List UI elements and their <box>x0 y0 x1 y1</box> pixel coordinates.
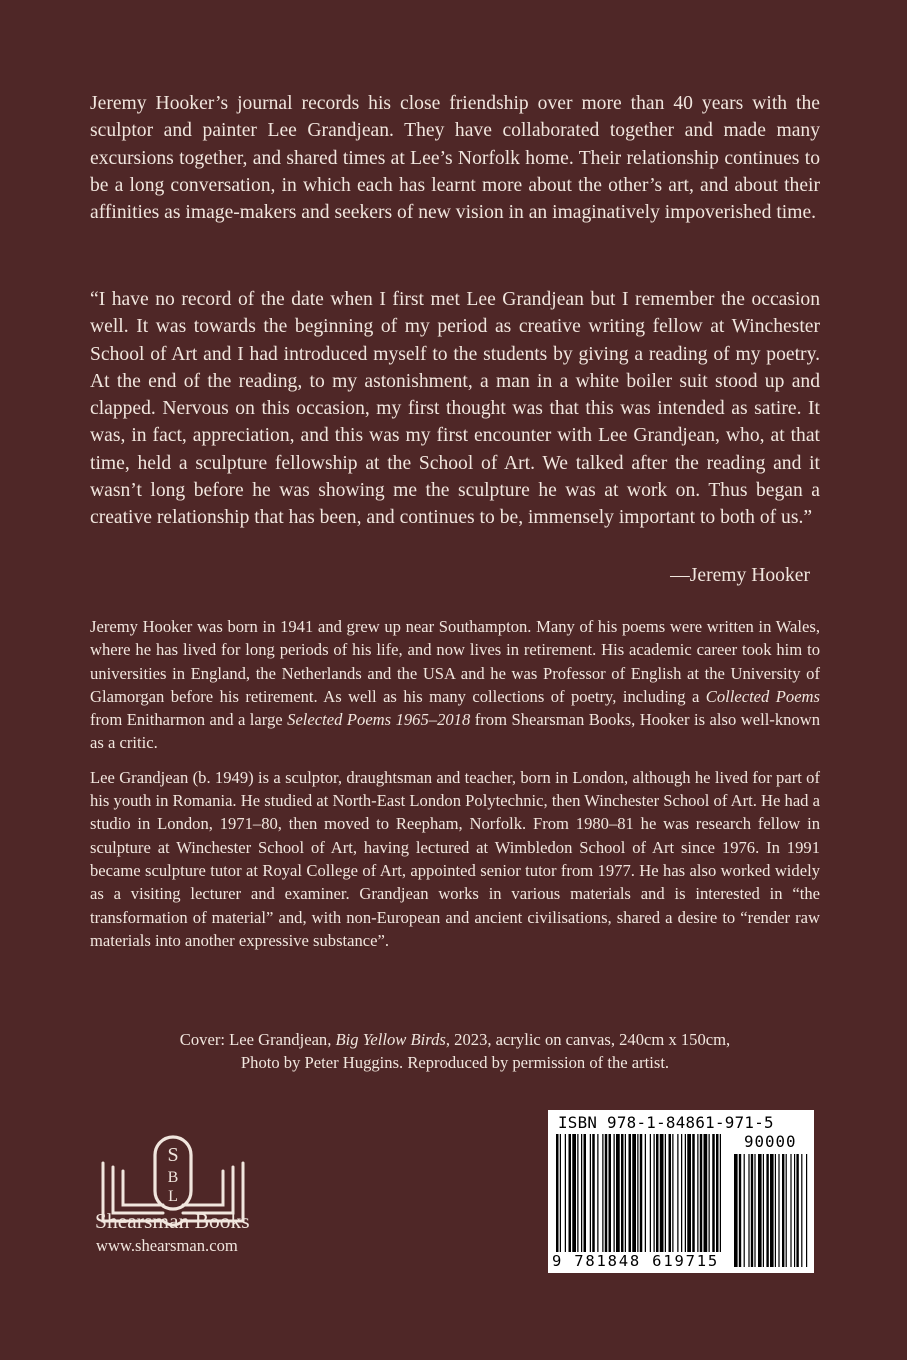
publisher-website: www.shearsman.com <box>96 1236 238 1255</box>
bio-hooker-part3: from Shearsman Books, Hooker is also well-known as a critic. <box>90 710 821 753</box>
barcode-bar <box>584 1134 587 1252</box>
bio-hooker <box>90 615 820 755</box>
barcode-bar <box>712 1134 715 1252</box>
addon-bar <box>770 1154 774 1267</box>
barcode-bar <box>656 1134 659 1252</box>
isbn-barcode <box>548 1110 814 1273</box>
barcode-bar <box>672 1134 673 1252</box>
addon-bar <box>778 1154 779 1267</box>
quote-attribution: —Jeremy Hooker <box>670 565 810 586</box>
addon-bar <box>748 1154 749 1267</box>
addon-bar <box>801 1154 802 1267</box>
credit-artwork-title: Big Yellow Birds <box>335 1030 446 1049</box>
barcode-bar <box>709 1134 710 1252</box>
barcode-bar <box>556 1134 559 1252</box>
credit-line-1 <box>90 1028 820 1051</box>
barcode-bar <box>605 1134 608 1252</box>
bio-hooker-part1: Jeremy Hooker was born in 1941 and grew up near Southampton. Many of his poems were written in Wales, where he has lived for long periods of his life, and now lives in retirement. His academic career took him to universities in England, the Netherlands and the USA and he was Professor of English at the University of Glamorgan before his retirement. As well as his many collections of poetry, including a <box>90 617 820 706</box>
barcode-bar <box>592 1134 595 1252</box>
barcode-digits: 9 781848 619715 <box>552 1252 719 1270</box>
author-quote <box>90 286 820 532</box>
quote-paragraph: “I have no record of the date when I first met Lee Grandjean but I remember the occasion well. It was towards the beginning of my period as creative writing fellow at Winchester School of Art and I had introduced myself to the students by giving a reading of my poetry. At the end of the reading, to my astonishment, a man in a white boiler suit stood up and clapped. Nervous on this occasion, my first thought was that this was intended as satire. It was, in fact, appreciation, and this was my first encounter with Lee Grandjean, who, at that time, held a sculpture fellowship at the School of Art. We talked after the reading and it wasn’t long before he was showing me the sculpture he was at work on. Thus began a creative relationship that has been, and continues to be, immensely important to both of us.” <box>90 289 820 529</box>
barcode-bar <box>572 1134 576 1252</box>
logo-letter-b: B <box>167 1169 179 1186</box>
barcode-bar <box>629 1134 632 1252</box>
addon-bar <box>782 1154 784 1267</box>
bio-hooker-title1: Collected Poems <box>705 686 821 706</box>
credit-prefix: Cover: Lee Grandjean, <box>179 1030 336 1049</box>
credit-line-2: Photo by Peter Huggins. Reproduced by permission of the artist. <box>240 1053 670 1073</box>
logo-letter-s: S <box>167 1144 179 1166</box>
barcode-bar <box>650 1134 651 1252</box>
bio-hooker-title2: Selected Poems 1965–2018 <box>287 710 471 730</box>
barcode-bar <box>660 1134 664 1252</box>
addon-bar <box>754 1154 755 1267</box>
barcode-bar <box>700 1134 703 1252</box>
barcode-bar <box>677 1134 678 1252</box>
logo-letter-l: L <box>168 1188 178 1205</box>
price-code: 90000 <box>744 1132 797 1151</box>
barcode-bar <box>616 1134 620 1252</box>
barcode-bar <box>590 1134 591 1252</box>
barcode-bar <box>645 1134 646 1252</box>
blurb-paragraph: Jeremy Hooker’s journal records his close friendship over more than 40 years with the sculptor and painter Lee Grandjean. They have collaborated together and made many excursions together, and shared times at Lee’s Norfolk home. Their relationship continues to be a long conversation, in which each has learnt more about the other’s art, and about their affinities as image-makers and seekers of new vision in an imaginatively impoverished time. <box>90 93 820 224</box>
addon-bar <box>775 1154 776 1267</box>
addon-bar <box>790 1154 791 1267</box>
barcode-bar <box>669 1134 672 1252</box>
barcode-bar <box>654 1134 655 1252</box>
addon-bar <box>766 1154 768 1267</box>
barcode-bar <box>716 1134 719 1252</box>
barcode-bar <box>621 1134 624 1252</box>
barcode-bar <box>685 1134 686 1252</box>
barcode-bar <box>565 1134 566 1252</box>
barcode-bar <box>697 1134 698 1252</box>
barcode-bar <box>704 1134 708 1252</box>
barcode-bar <box>720 1134 721 1252</box>
barcode-bar <box>681 1134 682 1252</box>
book-blurb <box>90 90 820 226</box>
barcode-bar <box>637 1134 638 1252</box>
addon-bar <box>744 1154 745 1267</box>
addon-bar <box>751 1154 753 1267</box>
barcode-bar <box>640 1134 643 1252</box>
isbn-label: ISBN 978-1-84861-971-5 <box>558 1113 774 1132</box>
barcode-bar <box>625 1134 626 1252</box>
addon-bar <box>734 1154 738 1267</box>
addon-bar <box>796 1154 798 1267</box>
barcode-bar <box>665 1134 666 1252</box>
barcode-bar <box>560 1134 561 1252</box>
credit-suffix: , 2023, acrylic on canvas, 240cm x 150cm, <box>445 1030 731 1049</box>
barcode-bar <box>692 1134 695 1252</box>
publisher-name: Shearsman Books <box>95 1209 250 1233</box>
addon-bar <box>794 1154 795 1267</box>
barcode-bar <box>597 1134 598 1252</box>
barcode-bar <box>687 1134 691 1252</box>
cover-credit <box>90 1028 820 1075</box>
bio-hooker-part2: from Enitharmon and a large <box>90 710 288 730</box>
barcode-bar <box>581 1134 582 1252</box>
biographies <box>90 615 820 963</box>
barcode-bar <box>577 1134 578 1252</box>
addon-bar <box>763 1154 764 1267</box>
barcode-bar <box>602 1134 603 1252</box>
barcode-bar <box>614 1134 615 1252</box>
barcode-bar <box>609 1134 612 1252</box>
addon-bar <box>739 1154 741 1267</box>
addon-bar <box>758 1154 762 1267</box>
bio-grandjean: Lee Grandjean (b. 1949) is a sculptor, draughtsman and teacher, born in London, although he lived for part of his youth in Romania. He studied at North-East London Polytechnic, then Winchester School of Art. He had a studio in London, 1971–80, then moved to Reepham, Norfolk. From 1980–81 he was research fellow in sculpture at Winchester School of Art, having lectured at Wimbledon School of Art since 1976. In 1991 became sculpture tutor at Royal College of Art, appointed senior tutor from 1977. He has also worked widely as a visiting lecturer and examiner. Grandjean works in various materials and is interested in “the transformation of material” and, with non-European and ancient civilisations, shared a desire to “render raw materials into another expressive substance”. <box>90 767 820 950</box>
addon-bar <box>786 1154 787 1267</box>
addon-bar <box>806 1154 807 1267</box>
barcode-bar <box>569 1134 572 1252</box>
barcode-bar <box>632 1134 636 1252</box>
